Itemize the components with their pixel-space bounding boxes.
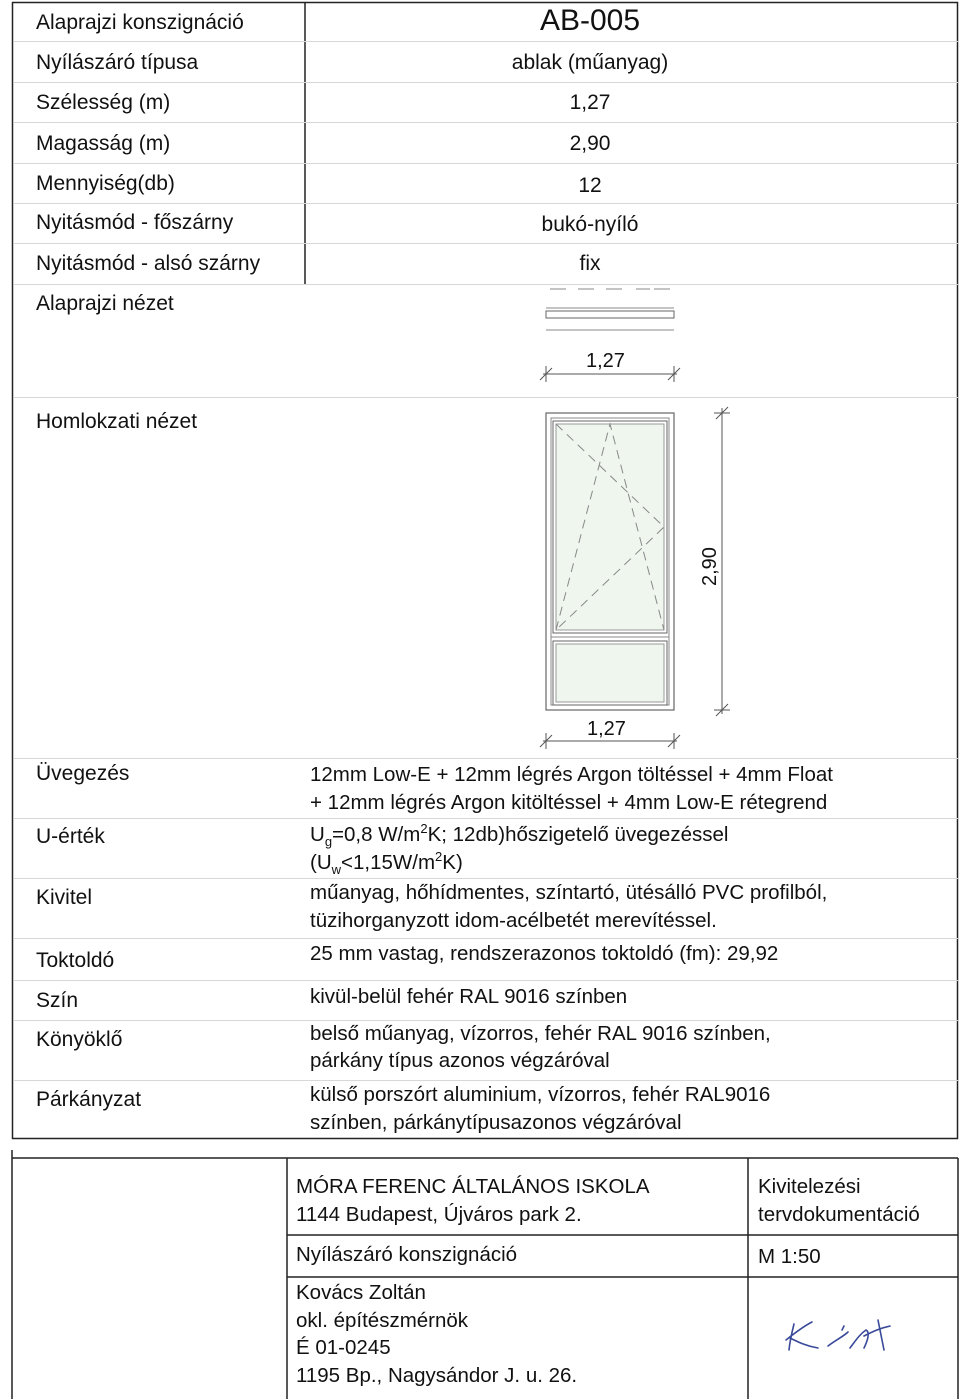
drawing-title: Nyílászáró konszignáció: [296, 1243, 518, 1266]
lower-sash-opening-value: fix: [579, 252, 601, 275]
elevation-view-label: Homlokzati nézet: [36, 410, 198, 433]
height-label: Magasság (m): [36, 132, 171, 155]
main-sash-opening-value: bukó-nyíló: [541, 213, 639, 236]
lower-sash-opening-label: Nyitásmód - alsó szárny: [36, 252, 261, 275]
make-line-2: tüzihorganyzott idom-acélbetét merevítéssel.: [310, 909, 717, 932]
main-sash-opening-label: Nyitásmód - főszárny: [36, 211, 234, 234]
plan-view-label: Alaprajzi nézet: [36, 292, 174, 315]
width-value: 1,27: [569, 91, 611, 114]
outer-sill-line-1: külső porszórt aluminium, vízorros, fehér RAL9016: [310, 1083, 771, 1106]
designer-registration: É 01-0245: [296, 1336, 391, 1359]
outer-sill-label: Párkányzat: [36, 1088, 142, 1111]
school-name: MÓRA FERENC ÁLTALÁNOS ISKOLA: [296, 1175, 650, 1198]
consignation-id-value: AB-005: [539, 4, 641, 37]
designer-name: Kovács Zoltán: [296, 1281, 426, 1304]
color-label: Szín: [36, 989, 79, 1012]
color-text: kivül-belül fehér RAL 9016 színben: [310, 985, 628, 1008]
consignation-id-label: Alaprajzi konszignáció: [36, 11, 244, 34]
frame-extension-label: Toktoldó: [36, 949, 115, 972]
make-label: Kivitel: [36, 886, 93, 909]
glazing-label: Üvegezés: [36, 762, 130, 785]
type-label: Nyílászáró típusa: [36, 51, 199, 74]
designer-title: okl. építészmérnök: [296, 1309, 469, 1332]
school-address: 1144 Budapest, Újváros park 2.: [296, 1203, 582, 1226]
width-label: Szélesség (m): [36, 91, 171, 114]
u-value-line-1: $U_g=0,8$ $W/m^2K$; 12db)hőszigetelő üvegezéssel: [310, 821, 729, 850]
scale: M 1:50: [758, 1245, 821, 1268]
elevation-height-dimension-text: 2,90: [699, 547, 721, 586]
doc-type-line-2: tervdokumentáció: [758, 1203, 920, 1226]
quantity-label: Mennyiség(db): [36, 172, 175, 195]
glazing-line-1: 12mm Low-E + 12mm légrés Argon töltéssel + 4mm Float: [310, 763, 833, 786]
make-line-1: műanyag, hőhídmentes, színtartó, ütésálló PVC profilból,: [310, 881, 828, 904]
designer-address: 1195 Bp., Nagysándor J. u. 26.: [296, 1364, 578, 1387]
doc-type-line-1: Kivitelezési: [758, 1175, 861, 1198]
plan-width-dimension-text: 1,27: [586, 350, 625, 372]
u-value-line-2: $(U_w<1,15W/m^2K)$: [310, 849, 463, 878]
quantity-value: 12: [578, 174, 602, 197]
height-value: 2,90: [569, 132, 611, 155]
frame-extension-text: 25 mm vastag, rendszerazonos toktoldó (fm): 29,92: [310, 942, 779, 965]
type-value: ablak (műanyag): [511, 51, 669, 74]
elevation-width-dimension-text: 1,27: [587, 718, 626, 740]
inner-sill-line-2: párkány típus azonos végzáróval: [310, 1049, 610, 1072]
inner-sill-line-1: belső műanyag, vízorros, fehér RAL 9016 színben,: [310, 1022, 771, 1045]
inner-sill-label: Könyöklő: [36, 1028, 123, 1051]
outer-sill-line-2: színben, párkánytípusazonos végzáróval: [310, 1111, 682, 1134]
u-value-label: U-érték: [36, 825, 105, 848]
glazing-line-2: + 12mm légrés Argon kitöltéssel + 4mm Low-E rétegrend: [310, 791, 828, 814]
